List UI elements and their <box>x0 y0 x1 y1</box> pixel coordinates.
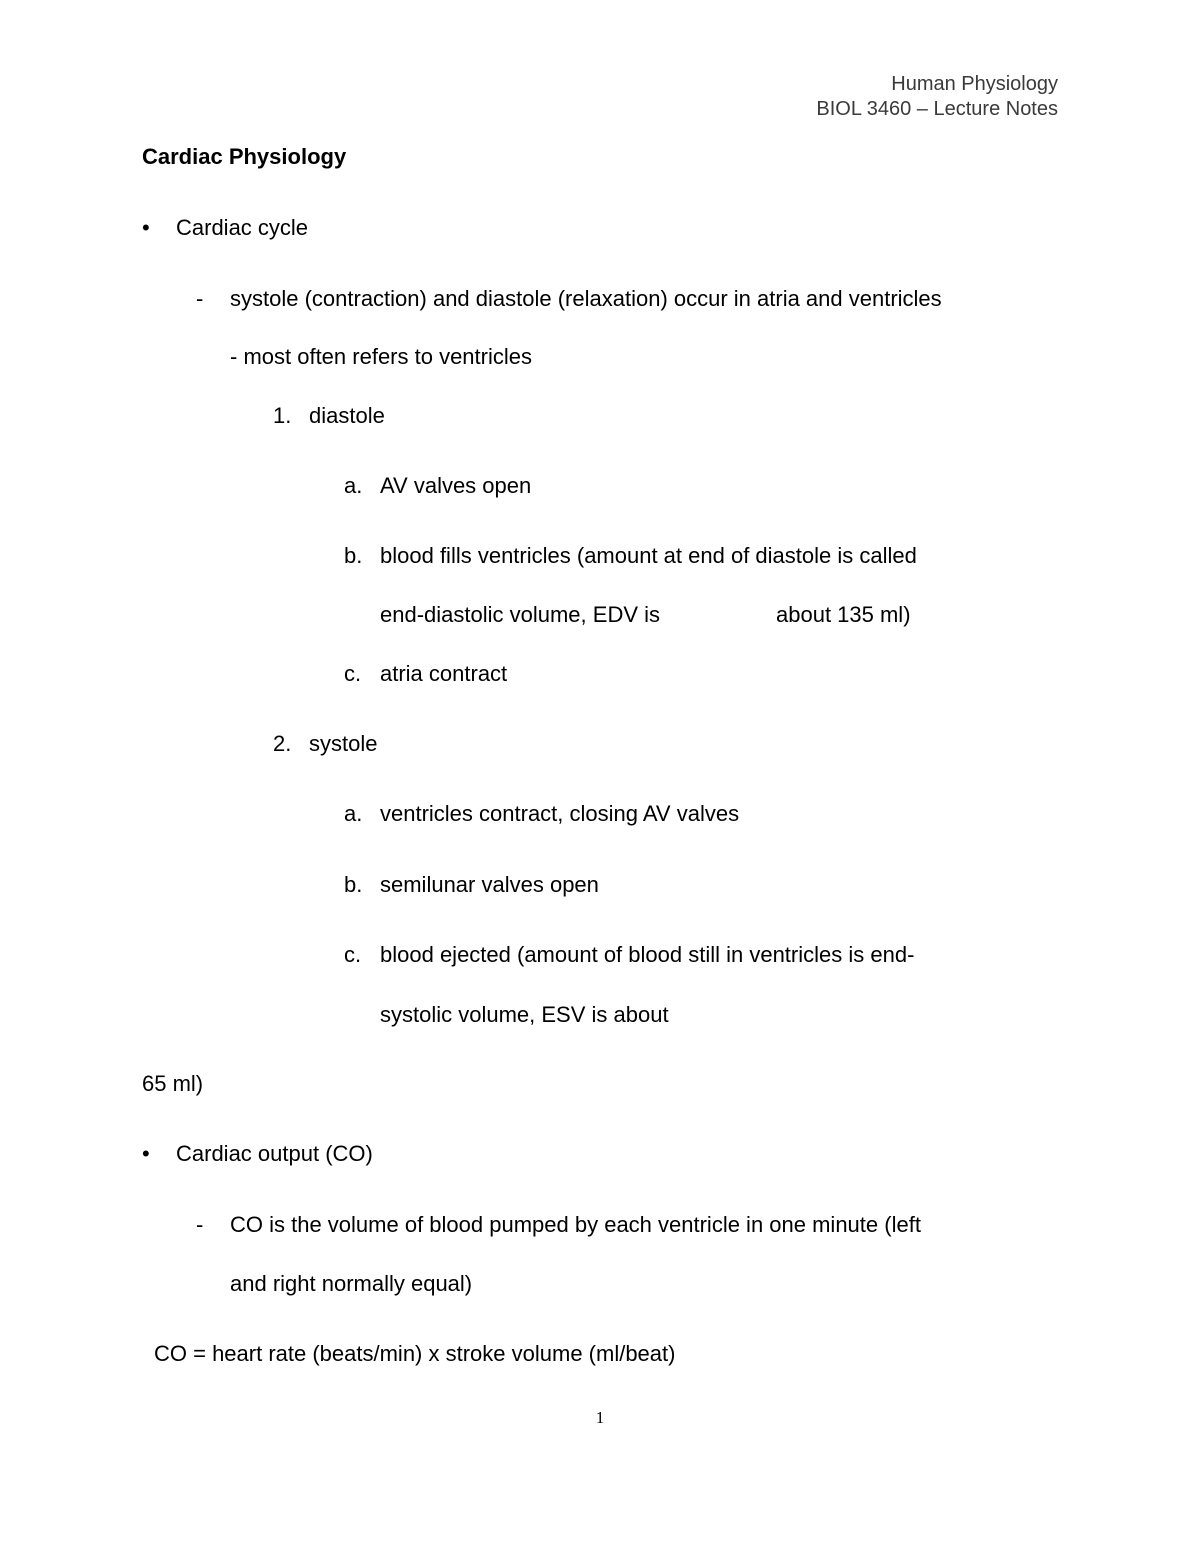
step-number: 1. <box>273 403 292 428</box>
item-text-continuation: about 135 ml) <box>776 602 911 627</box>
dash-marker: - <box>196 1212 204 1237</box>
item-text: atria contract <box>380 661 508 686</box>
bullet-cardiac-cycle: • <box>142 215 150 240</box>
page-number: 1 <box>595 1408 605 1427</box>
item-text-continuation: systolic volume, ESV is about <box>380 1002 669 1027</box>
step-label-systole: systole <box>309 731 378 756</box>
item-text: blood ejected (amount of blood still in ventricles is end- <box>380 942 915 967</box>
item-text: ventricles contract, closing AV valves <box>380 801 740 826</box>
point-co-definition: CO is the volume of blood pumped by each ventricle in one minute (left <box>230 1212 921 1237</box>
item-text: blood fills ventricles (amount at end of diastole is called <box>380 543 917 568</box>
point-co-continuation: and right normally equal) <box>230 1271 473 1296</box>
item-letter: b. <box>344 872 363 897</box>
item-text-continuation: end-diastolic volume, EDV is <box>380 602 661 627</box>
header-course-name: Human Physiology <box>891 73 1058 95</box>
item-letter: b. <box>344 543 363 568</box>
header-course-code: BIOL 3460 – Lecture Notes <box>816 98 1058 120</box>
bullet-cardiac-output: • <box>142 1141 150 1166</box>
heading-cardiac-output: Cardiac output (CO) <box>176 1141 373 1166</box>
overflow-text: 65 ml) <box>142 1071 204 1096</box>
item-text: AV valves open <box>380 473 532 498</box>
co-formula: CO = heart rate (beats/min) x stroke volume (ml/beat) <box>154 1341 676 1366</box>
item-text: semilunar valves open <box>380 872 599 897</box>
subpoint-ventricles: - most often refers to ventricles <box>230 344 532 369</box>
point-systole-diastole: systole (contraction) and diastole (relaxation) occur in atria and ventricles <box>230 286 942 311</box>
page-title: Cardiac Physiology <box>142 144 347 169</box>
item-letter: c. <box>344 661 362 686</box>
step-number: 2. <box>273 731 292 756</box>
heading-cardiac-cycle: Cardiac cycle <box>176 215 309 240</box>
item-letter: c. <box>344 942 362 967</box>
item-letter: a. <box>344 801 363 826</box>
dash-marker: - <box>196 286 204 311</box>
step-label-diastole: diastole <box>309 403 385 428</box>
item-letter: a. <box>344 473 363 498</box>
